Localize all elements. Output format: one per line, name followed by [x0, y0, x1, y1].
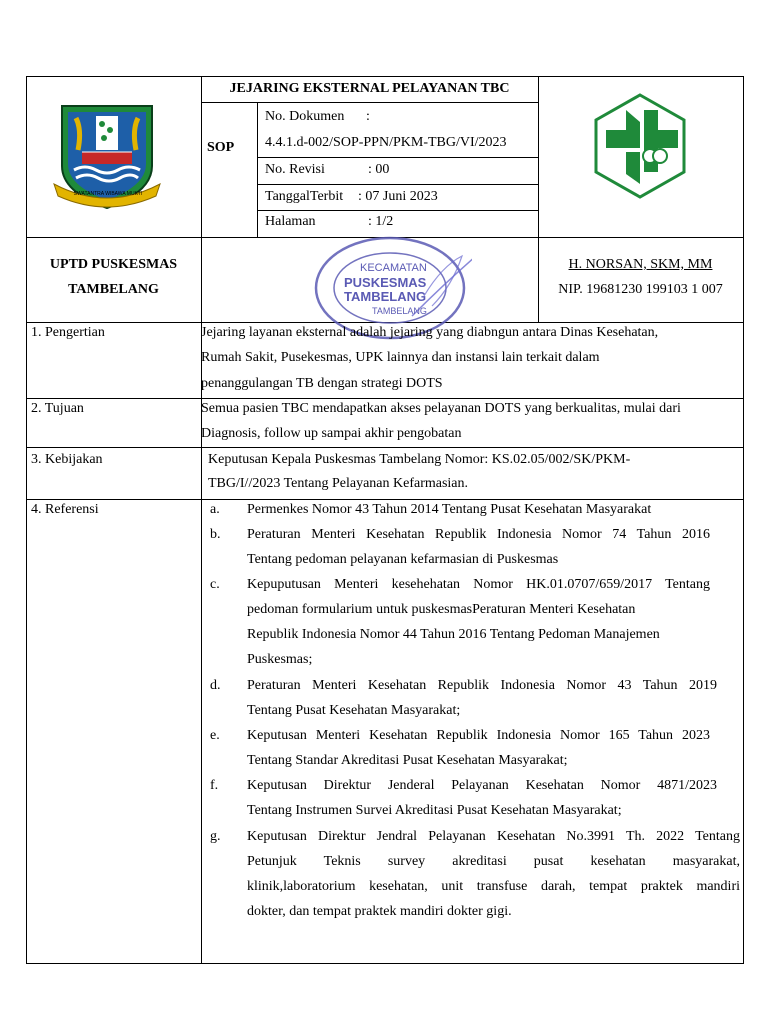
referensi-item-line: Keputusan Menteri Kesehatan Republik Indonesia Nomor 165 Tahun 2023 — [247, 728, 710, 743]
page-value: : 1/2 — [368, 214, 394, 229]
pengertian-line1: Jejaring layanan eksternal adalah jejaring yang diabngun antara Dinas Kesehatan, — [201, 325, 659, 340]
table-border-left — [26, 76, 27, 963]
referensi-item-line: Tentang Pusat Kesehatan Masyarakat; — [247, 703, 461, 718]
referensi-item-line: Republik Indonesia Nomor 44 Tahun 2016 Tentang Pedoman Manajemen — [247, 627, 660, 642]
referensi-item-line: Tentang pedoman pelayanan kefarmasian di Puskesmas — [247, 552, 559, 567]
kebijakan-row-top — [26, 447, 744, 448]
kebijakan-line2: TBG/I//2023 Tentang Pelayanan Kefarmasian. — [208, 476, 469, 491]
kebijakan-line1: Keputusan Kepala Puskesmas Tambelang Nomor: KS.02.05/002/SK/PKM- — [208, 452, 631, 467]
doc-no-label: No. Dokumen — [265, 109, 345, 124]
referensi-item-line: Tentang Standar Akreditasi Pusat Kesehatan Masyarakat; — [247, 753, 568, 768]
sop-label: SOP — [207, 140, 235, 155]
referensi-item-line: Puskesmas; — [247, 652, 313, 667]
referensi-item-marker: f. — [210, 778, 219, 793]
tujuan-label: 2. Tujuan — [31, 401, 84, 416]
kebijakan-label: 3. Kebijakan — [31, 452, 103, 467]
referensi-item-line: Keputusan Direktur Jendral Pelayanan Kesehatan No.3991 Th. 2022 Tentang — [247, 829, 740, 844]
referensi-item-marker: a. — [210, 502, 220, 517]
table-border-top — [26, 76, 744, 77]
pengertian-label: 1. Pengertian — [31, 325, 105, 340]
referensi-row-top — [26, 499, 744, 500]
doc-no-value: 4.4.1.d-002/SOP-PPN/PKM-TBG/VI/2023 — [265, 135, 507, 150]
document-title: JEJARING EKSTERNAL PELAYANAN TBC — [229, 81, 510, 96]
pengertian-line2: Rumah Sakit, Pusekesmas, UPK lainnya dan instansi lain terkait dalam — [201, 350, 600, 365]
logo-motto: SWATANTRA WIBAWA MUKTI — [73, 191, 143, 197]
head-nip: NIP. 19681230 199103 1 007 — [558, 282, 723, 297]
head-name: H. NORSAN, SKM, MM — [568, 257, 713, 272]
stamp-line2: PUSKESMAS — [344, 275, 427, 290]
puskesmas-logo-icon — [586, 92, 694, 200]
referensi-item-line: Peraturan Menteri Kesehatan Republik Indonesia Nomor 74 Tahun 2016 — [247, 527, 710, 542]
tujuan-line1: Semua pasien TBC mendapatkan akses pelayanan DOTS yang berkualitas, mulai dari — [201, 401, 681, 416]
tujuan-line2: Diagnosis, follow up sampai akhir pengobatan — [201, 426, 462, 441]
referensi-item-line: klinik,laboratorium kesehatan, unit transfuse darah, tempat praktek mandiri — [247, 879, 740, 894]
stamp-line3: TAMBELANG — [344, 289, 427, 304]
table-border-bottom — [26, 963, 744, 964]
referensi-item-marker: b. — [210, 527, 221, 542]
tujuan-row-top — [26, 398, 744, 399]
stamp-line1: KECAMATAN — [360, 262, 427, 274]
label-column-divider — [201, 76, 202, 963]
referensi-item-marker: e. — [210, 728, 220, 743]
referensi-label: 4. Referensi — [31, 502, 99, 517]
referensi-item-line: Permenkes Nomor 43 Tahun 2014 Tentang Pusat Kesehatan Masyarakat — [247, 502, 652, 517]
revision-label: No. Revisi — [265, 162, 325, 177]
title-divider — [201, 102, 538, 103]
pengertian-line3: penanggulangan TB dengan strategi DOTS — [201, 376, 443, 391]
issue-date-value: : 07 Juni 2023 — [358, 189, 438, 204]
referensi-item-line: Keputusan Direktur Jenderal Pelayanan Kesehatan Nomor 4871/2023 — [247, 778, 717, 793]
revision-value: : 00 — [368, 162, 390, 177]
doc-no-separator: : — [366, 109, 370, 124]
issue-date-label: TanggalTerbit — [265, 189, 344, 204]
org-name-line1: UPTD PUSKESMAS — [49, 257, 178, 272]
doc-no-divider — [257, 157, 538, 158]
table-border-right — [743, 76, 744, 963]
issue-date-divider — [257, 210, 538, 211]
referensi-item-line: Kepuputusan Menteri kesehehatan Nomor HK.01.0707/659/2017 Tentang — [247, 577, 710, 592]
stamp-line4: TAMBELANG — [372, 306, 427, 316]
referensi-item-line: dokter, dan tempat praktek mandiri dokter gigi. — [247, 904, 512, 919]
referensi-item-marker: g. — [210, 829, 221, 844]
revision-divider — [257, 184, 538, 185]
referensi-item-line: pedoman formularium untuk puskesmasPeraturan Menteri Kesehatan — [247, 602, 636, 617]
org-name-line2: TAMBELANG — [68, 282, 159, 297]
sop-column-divider — [257, 102, 258, 237]
referensi-item-line: Peraturan Menteri Kesehatan Republik Indonesia Nomor 43 Tahun 2019 — [247, 678, 717, 693]
referensi-item-marker: c. — [210, 577, 220, 592]
referensi-item-line: Tentang Instrumen Survei Akreditasi Pusat Kesehatan Masyarakat; — [247, 803, 622, 818]
referensi-item-marker: d. — [210, 678, 221, 693]
referensi-item-line: Petunjuk Teknis survey akreditasi pusat kesehatan masyarakat, — [247, 854, 740, 869]
page-label: Halaman — [265, 214, 316, 229]
